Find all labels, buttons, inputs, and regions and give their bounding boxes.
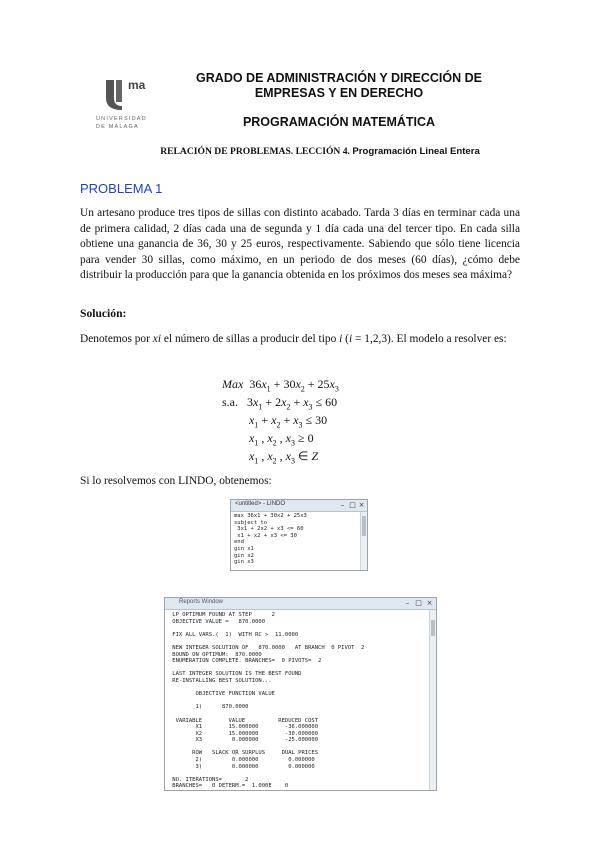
lindo-report-line (169, 625, 432, 632)
lindo-report-line: 1) 870.0000 (169, 704, 249, 711)
intro-c: ( (345, 333, 349, 345)
close-icon[interactable]: × (358, 501, 365, 509)
report-minimize-icon[interactable]: – (405, 599, 410, 607)
lindo-report-line (169, 685, 432, 692)
model-objective: Max $36x_1 + 30x_2 + 25x_3$ (222, 377, 339, 394)
lindo-report-line (169, 665, 432, 672)
reports-titlebar (165, 598, 436, 610)
relacion-sans: Programación Lineal Entera (352, 146, 480, 157)
lindo-report-line: 3) 0.000000 0.000000 (169, 763, 315, 770)
model-nonnegativity: $x_1$ , $x_2$ , $x_3 \ge 0$ (249, 431, 314, 448)
lindo-report-line: X1 15.000000 -36.000000 (169, 724, 319, 731)
report-close-icon[interactable]: × (426, 599, 433, 607)
lindo-report-line: NO. ITERATIONS= 2 (169, 776, 249, 783)
lindo-intro: Si lo resolvemos con LINDO, obtenemos: (80, 475, 272, 487)
logo-mark-text: ma (128, 78, 146, 92)
problem-statement: Un artesano produce tres tipos de sillas con distinto acabado. Tarda 3 días en terminar cada una de primera calidad, 2 días cada una de segunda y 1 día cada una del tercer tipo. En cada silla obtiene una ganancia de 36, 30 y 25 euros, respectivamente. Sabiendo que sólo tiene licencia para vender 30 sillas, como máximo, en un periodo de dos meses (60 días), ¿cómo debe distribuir la producción para que la ganancia obtenida en los próximos dos meses sea máxima? (80, 207, 520, 281)
lindo-report-line: BOUND ON OPTIMUM: 870.0000 (169, 651, 262, 658)
lindo-report-line: RE-INSTALLING BEST SOLUTION... (169, 677, 272, 684)
report-maximize-icon[interactable]: □ (415, 599, 422, 607)
lindo-input-line: gin x2 (234, 552, 254, 559)
lindo-report-line: NEW INTEGER SOLUTION OF 870.0000 AT BRANCH 0 PIVOT 2 (169, 644, 365, 651)
lindo-input-line: end (234, 539, 244, 546)
lindo-report-line (169, 698, 432, 705)
lindo-report-line: FIX ALL VARS.( 1) WITH RC > 11.0000 (169, 631, 299, 638)
lindo-report-line (169, 770, 432, 777)
lindo-report-line: BRANCHES= 0 DETERM.= 1.000E 0 (169, 783, 289, 790)
problem-title: PROBLEMA 1 (80, 181, 163, 196)
lindo-report-line: OBJECTIVE FUNCTION VALUE (169, 691, 275, 698)
reports-text[interactable] (165, 610, 436, 792)
lindo-report-line: LP OPTIMUM FOUND AT STEP 2 (169, 612, 275, 618)
reports-title: Reports Window (179, 599, 224, 605)
solution-label: Solución: (80, 307, 127, 320)
university-logo (96, 76, 158, 136)
intro-var: xi (152, 333, 162, 345)
relacion-line (120, 146, 520, 157)
model-integrality: $x_1$ , $x_2$ , $x_3$ ∈ Z (249, 449, 319, 466)
lindo-report-line: X3 0.000000 -25.000000 (169, 737, 319, 744)
lindo-input-line: gin x3 (234, 559, 254, 566)
maximize-icon[interactable]: □ (349, 501, 356, 509)
lindo-input-line: x1 + x2 + x3 <= 30 (234, 532, 297, 539)
intro-b: el número de sillas a producir del tipo (163, 333, 337, 345)
logo-line2: DE MÁLAGA (96, 124, 139, 130)
lindo-report-line: X2 15.000000 -30.000000 (169, 730, 319, 737)
reports-window (164, 597, 437, 791)
lindo-input-scrollbar[interactable] (360, 512, 367, 570)
lindo-input-line: max 36x1 + 30x2 + 25x3 (234, 513, 307, 519)
lindo-input-titlebar (231, 500, 367, 512)
lindo-report-line (169, 638, 432, 645)
intro-d: = 1,2,3). El modelo a resolver es: (355, 333, 507, 345)
lindo-input-line: subject to (234, 519, 268, 526)
intro-i: i (339, 333, 343, 345)
intro-a: Denotemos por (80, 333, 150, 345)
reports-scrollbar[interactable] (429, 610, 436, 790)
st-label: s.a. (222, 395, 238, 409)
lindo-report-line: ROW SLACK OR SURPLUS DUAL PRICES (169, 750, 319, 757)
solution-intro: Denotemos por xi el número de sillas a producir del tipo i (i = 1,2,3). El modelo a resolver es: (80, 333, 507, 345)
lindo-report-line (169, 744, 432, 751)
lindo-report-line: VARIABLE VALUE REDUCED COST (169, 717, 319, 724)
lindo-report-line: LAST INTEGER SOLUTION IS THE BEST FOUND (169, 671, 302, 678)
model-constraint-2: $x_1 + x_2 + x_3 \le 30$ (249, 413, 328, 430)
lindo-report-line: ENUMERATION COMPLETE. BRANCHES= 0 PIVOTS= 2 (169, 658, 322, 665)
subject-title: PROGRAMACIÓN MATEMÁTICA (242, 115, 436, 129)
lindo-report-line (169, 711, 432, 718)
logo-line1: UNIVERSIDAD (96, 116, 147, 122)
header-line2: EMPRESAS Y EN DERECHO (254, 86, 424, 100)
lindo-report-line: 2) 0.000000 0.000000 (169, 757, 315, 764)
lindo-input-line: gin x1 (234, 545, 254, 552)
max-label: Max (222, 377, 244, 391)
minimize-icon[interactable]: – (340, 501, 345, 509)
lindo-report-line: OBJECTIVE VALUE = 870.0000 (169, 618, 266, 625)
lindo-input-text[interactable] (231, 512, 367, 567)
model-constraint-1: s.a. $3x_1 + 2x_2 + x_3 \le 60$ (222, 395, 338, 412)
lindo-input-line: 3x1 + 2x2 + x3 <= 60 (234, 526, 304, 533)
lindo-input-window (230, 499, 368, 571)
header-line1: GRADO DE ADMINISTRACIÓN Y DIRECCIÓN DE (196, 71, 482, 85)
relacion-serif: RELACIÓN DE PROBLEMAS. LECCIÓN 4. (160, 146, 350, 157)
lindo-input-title: <untitled> - LINDO (235, 501, 286, 507)
